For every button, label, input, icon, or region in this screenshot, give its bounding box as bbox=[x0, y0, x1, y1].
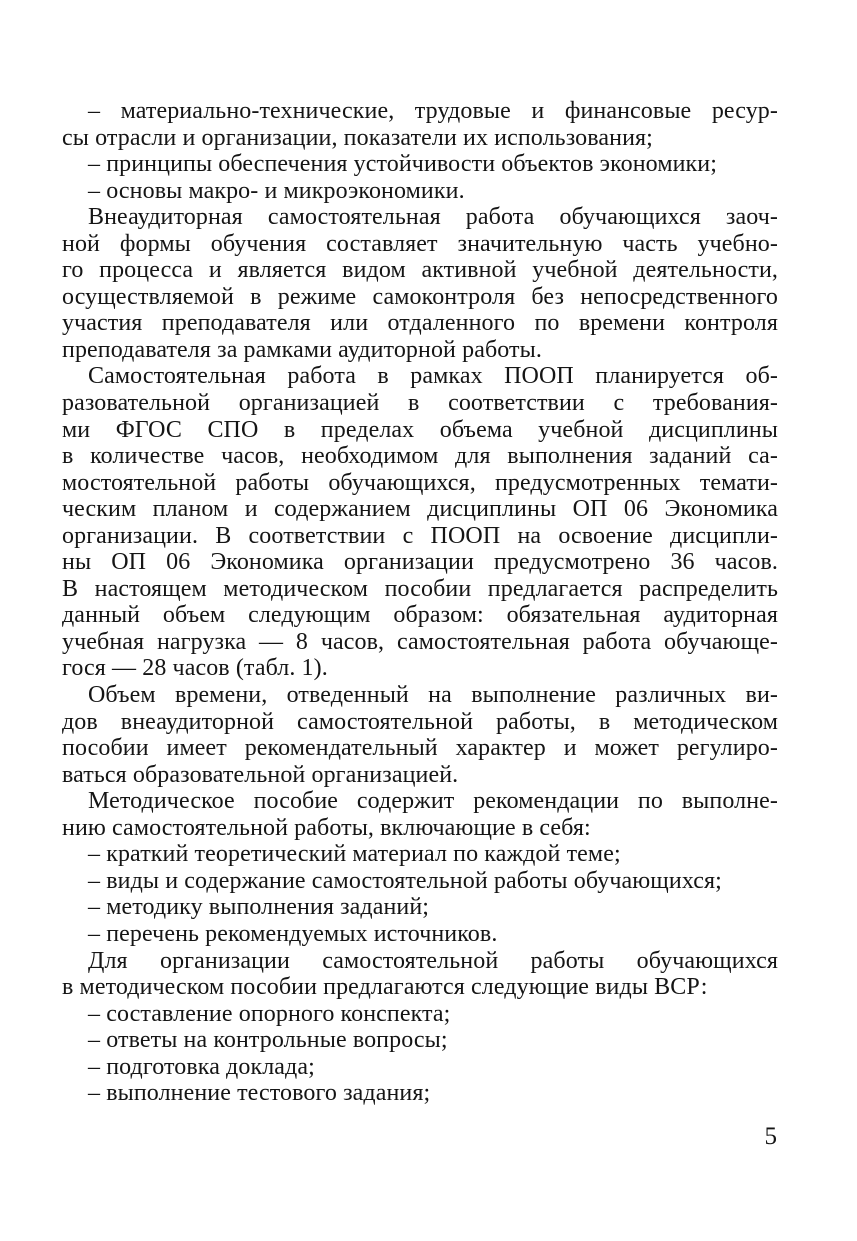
page-number: 5 bbox=[764, 1123, 777, 1150]
text-line: пособии имеет рекомендательный характер и может регулиро- bbox=[62, 735, 778, 762]
text-line: – принципы обеспечения устойчивости объектов экономики; bbox=[88, 151, 718, 178]
text-line: организации. В соответствии с ПООП на освоение дисципли- bbox=[62, 522, 778, 549]
text-line: Объем времени, отведенный на выполнение различных ви- bbox=[88, 682, 778, 709]
paragraph bbox=[62, 363, 778, 682]
text-line: – основы макро- и микроэкономики. bbox=[88, 177, 465, 204]
list-item bbox=[62, 1054, 778, 1081]
text-line: Самостоятельная работа в рамках ПООП планируется об- bbox=[88, 363, 778, 390]
text-line: в количестве часов, необходимом для выполнения заданий са- bbox=[62, 443, 778, 470]
text-line: ми ФГОС СПО в пределах объема учебной дисциплины bbox=[62, 416, 778, 443]
text-line: ческим планом и содержанием дисциплины ОП 06 Экономика bbox=[62, 496, 778, 523]
text-line: данный объем следующим образом: обязательная аудиторная bbox=[62, 602, 778, 629]
text-line: разовательной организацией в соответствии с требования- bbox=[62, 390, 778, 417]
text-line: гося — 28 часов (табл. 1). bbox=[62, 655, 328, 682]
list-item bbox=[62, 894, 778, 921]
text-line: в методическом пособии предлагаются следующие виды ВСР: bbox=[62, 974, 708, 1001]
text-line: – перечень рекомендуемых источников. bbox=[88, 920, 498, 947]
paragraph bbox=[62, 204, 778, 363]
list-item bbox=[62, 178, 778, 205]
text-line: В настоящем методическом пособии предлагается распределить bbox=[62, 575, 778, 602]
text-line: го процесса и является видом активной учебной деятельности, bbox=[62, 257, 778, 284]
text-line: нию самостоятельной работы, включающие в себя: bbox=[62, 814, 591, 841]
text-line: – ответы на контрольные вопросы; bbox=[88, 1027, 448, 1054]
text-line: участия преподавателя или отдаленного по времени контроля bbox=[62, 310, 778, 337]
list-item bbox=[62, 841, 778, 868]
paragraph bbox=[62, 788, 778, 841]
text-line: Методическое пособие содержит рекомендации по выполне- bbox=[88, 788, 778, 815]
paragraph bbox=[62, 682, 778, 788]
text-line: – выполнение тестового задания; bbox=[88, 1080, 431, 1107]
text-line: – методику выполнения заданий; bbox=[88, 894, 430, 921]
list-item bbox=[62, 868, 778, 895]
text-line: ной формы обучения составляет значительную часть учебно- bbox=[62, 230, 778, 257]
text-line: дов внеаудиторной самостоятельной работы, в методическом bbox=[62, 708, 778, 735]
text-line: сы отрасли и организации, показатели их использования; bbox=[62, 124, 653, 151]
text-line: ны ОП 06 Экономика организации предусмотрено 36 часов. bbox=[62, 549, 778, 576]
text-line: Внеаудиторная самостоятельная работа обучающихся заоч- bbox=[88, 204, 778, 231]
text-line: – составление опорного конспекта; bbox=[88, 1000, 451, 1027]
list-item bbox=[62, 1080, 778, 1107]
paragraph bbox=[62, 948, 778, 1001]
text-line: учебная нагрузка — 8 часов, самостоятельная работа обучающе- bbox=[62, 628, 778, 655]
text-line: мостоятельной работы обучающихся, предусмотренных темати- bbox=[62, 469, 778, 496]
text-line: Для организации самостоятельной работы обучающихся bbox=[88, 947, 778, 974]
list-item bbox=[62, 151, 778, 178]
list-item bbox=[62, 1027, 778, 1054]
page-body-text bbox=[62, 98, 778, 1107]
list-item bbox=[62, 1001, 778, 1028]
list-item bbox=[62, 921, 778, 948]
text-line: – виды и содержание самостоятельной работы обучающихся; bbox=[88, 867, 722, 894]
text-line: ваться образовательной организацией. bbox=[62, 761, 459, 788]
text-line: – краткий теоретический материал по каждой теме; bbox=[88, 841, 621, 868]
text-line: – материально-технические, трудовые и финансовые ресур- bbox=[88, 98, 778, 124]
text-line: преподавателя за рамками аудиторной работы. bbox=[62, 336, 542, 363]
list-item bbox=[62, 98, 778, 151]
text-line: осуществляемой в режиме самоконтроля без непосредственного bbox=[62, 283, 778, 310]
text-line: – подготовка доклада; bbox=[88, 1053, 315, 1080]
